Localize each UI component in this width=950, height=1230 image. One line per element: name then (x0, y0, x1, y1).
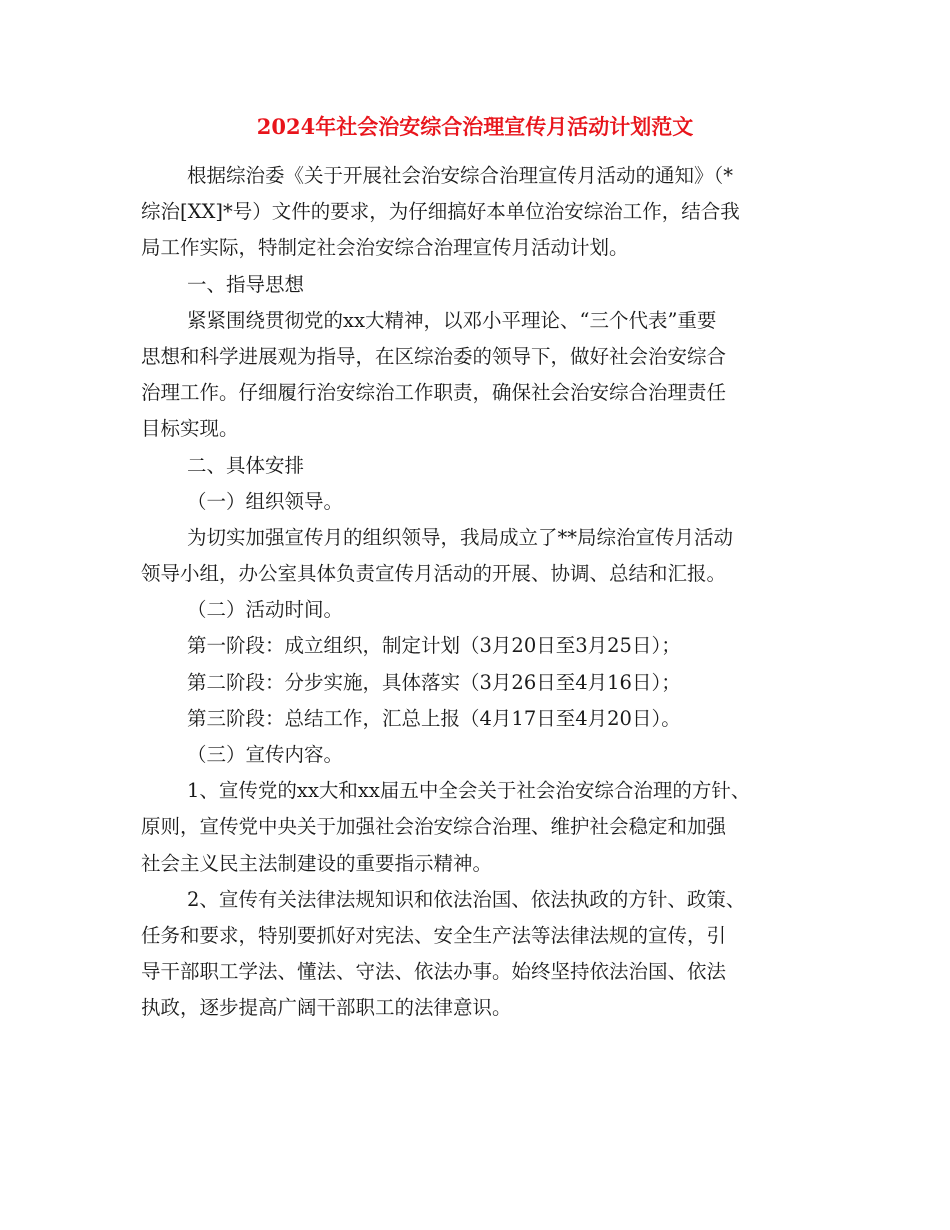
text-line: （一）组织领导。 (187, 489, 344, 513)
text-line: 领导小组，办公室具体负责宣传月活动的开展、协调、总结和汇报。 (141, 562, 727, 586)
text-line: 一、指导思想 (187, 272, 305, 296)
text-line: 根据综治委《关于开展社会治安综合治理宣传月活动的通知》（* (187, 164, 734, 187)
text-line: 治理工作。仔细履行治安综治工作职责，确保社会治安综合治理责任 (141, 381, 727, 405)
document-title: 2024年社会治安综合治理宣传月活动计划范文 (256, 114, 694, 139)
text-line: 导干部职工学法、懂法、守法、依法办事。始终坚持依法治国、依法 (141, 960, 727, 984)
text-line: 目标实现。 (141, 417, 239, 441)
text-line: 第一阶段：成立组织，制定计划（3月20日至3月25日）； (187, 634, 681, 658)
document-body (141, 158, 816, 1027)
text-line: 综治[XX]*号）文件的要求，为仔细搞好本单位治安综治工作，结合我 (141, 200, 740, 224)
text-line: 为切实加强宣传月的组织领导，我局成立了**局综治宣传月活动 (187, 525, 734, 549)
text-line: 原则，宣传党中央关于加强社会治安综合治理、维护社会稳定和加强 (141, 815, 727, 839)
text-line: 局工作实际，特制定社会治安综合治理宣传月活动计划。 (141, 236, 629, 260)
text-line: 二、具体安排 (187, 453, 305, 477)
text-line: （三）宣传内容。 (187, 743, 344, 766)
text-line: 2、宣传有关法律法规知识和依法治国、依法执政的方针、政策、 (187, 887, 746, 911)
text-line: 执政，逐步提高广阔干部职工的法律意识。 (141, 996, 512, 1020)
text-line: 第三阶段：总结工作，汇总上报（4月17日至4月20日）。 (187, 706, 681, 730)
text-line: 思想和科学进展观为指导，在区综治委的领导下，做好社会治安综合 (141, 344, 727, 368)
text-line: 社会主义民主法制建设的重要指示精神。 (141, 851, 493, 875)
text-line: 1、宣传党的xx大和xx届五中全会关于社会治安综合治理的方针、 (187, 779, 751, 803)
text-line: （二）活动时间。 (187, 598, 344, 622)
text-line: 任务和要求，特别要抓好对宪法、安全生产法等法律法规的宣传，引 (141, 923, 727, 947)
text-line: 紧紧围绕贯彻党的xx大精神，以邓小平理论、“三个代表”重要 (187, 308, 717, 332)
text-line: 第二阶段：分步实施，具体落实（3月26日至4月16日）； (187, 670, 681, 694)
